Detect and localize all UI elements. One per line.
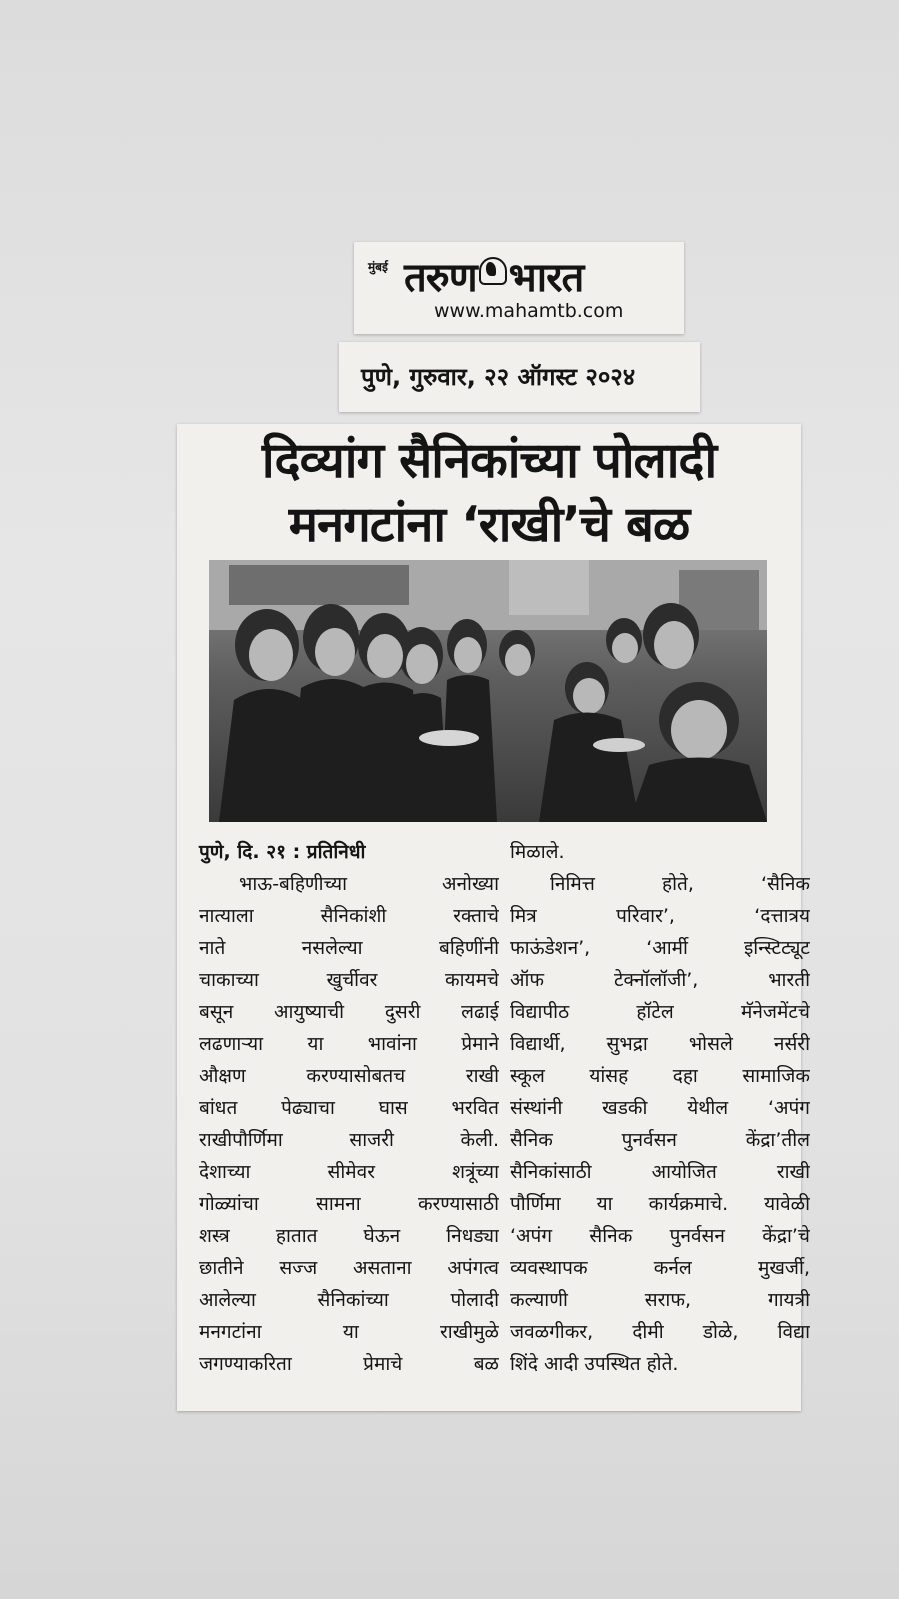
body-line: सैनिकांसाठी आयोजित राखी: [510, 1161, 810, 1183]
body-line: निमित्त होते, ‘सैनिक: [550, 873, 810, 895]
article-clipping: [177, 424, 810, 1411]
body-line: मनगटांना या राखीमुळे: [199, 1321, 499, 1343]
body-line: ‘अपंग सैनिक पुनर्वसन केंद्रा’चे: [510, 1225, 810, 1247]
body-line: व्यवस्थापक कर्नल मुखर्जी,: [510, 1257, 810, 1279]
masthead-title-part1: तरुण: [404, 255, 477, 301]
photo-illustration: [209, 560, 767, 822]
masthead-city: मुंबई: [368, 260, 388, 274]
lamp-logo-icon: [479, 257, 507, 285]
masthead-clipping: [354, 242, 684, 334]
event-photo: [209, 560, 767, 822]
headline-line-2: मनगटांना ‘राखी’चे बळ: [288, 496, 690, 553]
body-line: छातीने सज्ज असताना अपंगत्व: [199, 1257, 499, 1279]
dateline-clipping: [339, 342, 700, 412]
headline-line-1: दिव्यांग सैनिकांच्या पोलादी: [261, 432, 717, 489]
body-line: बांधत पेढ्याचा घास भरवित: [199, 1097, 499, 1119]
article-column-right: [510, 836, 810, 1380]
body-line: औक्षण करण्यासोबतच राखी: [199, 1065, 499, 1087]
body-line: शिंदे आदी उपस्थित होते.: [510, 1353, 679, 1375]
body-line: नाते नसलेल्या बहिणींनी: [199, 937, 499, 959]
body-line: मिळाले.: [510, 841, 565, 863]
body-line: भाऊ-बहिणीच्या अनोख्या: [239, 873, 499, 895]
masthead-title-part2: भारत: [508, 255, 584, 301]
body-line: कल्याणी सराफ, गायत्री: [510, 1289, 810, 1311]
body-line: शस्त्र हातात घेऊन निधड्या: [199, 1225, 499, 1247]
body-line: जवळगीकर, दीमी डोळे, विद्या: [510, 1321, 810, 1343]
masthead-title: [404, 248, 583, 303]
body-line: बसून आयुष्याची दुसरी लढाई: [199, 1001, 499, 1023]
body-line: राखीपौर्णिमा साजरी केली.: [199, 1129, 499, 1151]
body-line: चाकाच्या खुर्चीवर कायमचे: [199, 969, 499, 991]
masthead-website: www.mahamtb.com: [434, 300, 624, 322]
body-line: मित्र परिवार’, ‘दत्तात्रय: [510, 905, 810, 927]
body-line: जगण्याकरिता प्रेमाचे बळ: [199, 1353, 499, 1375]
body-line: संस्थांनी खडकी येथील ‘अपंग: [510, 1097, 810, 1119]
body-line: नात्याला सैनिकांशी रक्ताचे: [199, 905, 499, 927]
body-line: लढणाऱ्या या भावांना प्रेमाने: [199, 1033, 499, 1055]
dateline-text: पुणे, गुरुवार, २२ ऑगस्ट २०२४: [361, 363, 636, 391]
body-line: स्कूल यांसह दहा सामाजिक: [510, 1065, 810, 1087]
body-line: देशाच्या सीमेवर शत्रूंच्या: [199, 1161, 499, 1183]
body-line: पौर्णिमा या कार्यक्रमाचे. यावेळी: [510, 1193, 810, 1215]
body-line: आलेल्या सैनिकांच्या पोलादी: [199, 1289, 499, 1311]
body-line: गोळ्यांचा सामना करण्यासाठी: [199, 1193, 499, 1215]
body-line: सैनिक पुनर्वसन केंद्रा’तील: [510, 1129, 810, 1151]
byline: पुणे, दि. २१ : प्रतिनिधी: [199, 841, 366, 863]
body-line: विद्यार्थी, सुभद्रा भोसले नर्सरी: [510, 1033, 810, 1055]
body-line: ऑफ टेक्नॉलॉजी’, भारती: [510, 969, 810, 991]
body-line: फाऊंडेशन’, ‘आर्मी इन्स्टिट्यूट: [510, 937, 810, 959]
body-line: विद्यापीठ हॉटेल मॅनेजमेंटचे: [510, 1001, 810, 1023]
article-column-left: [199, 836, 499, 1380]
